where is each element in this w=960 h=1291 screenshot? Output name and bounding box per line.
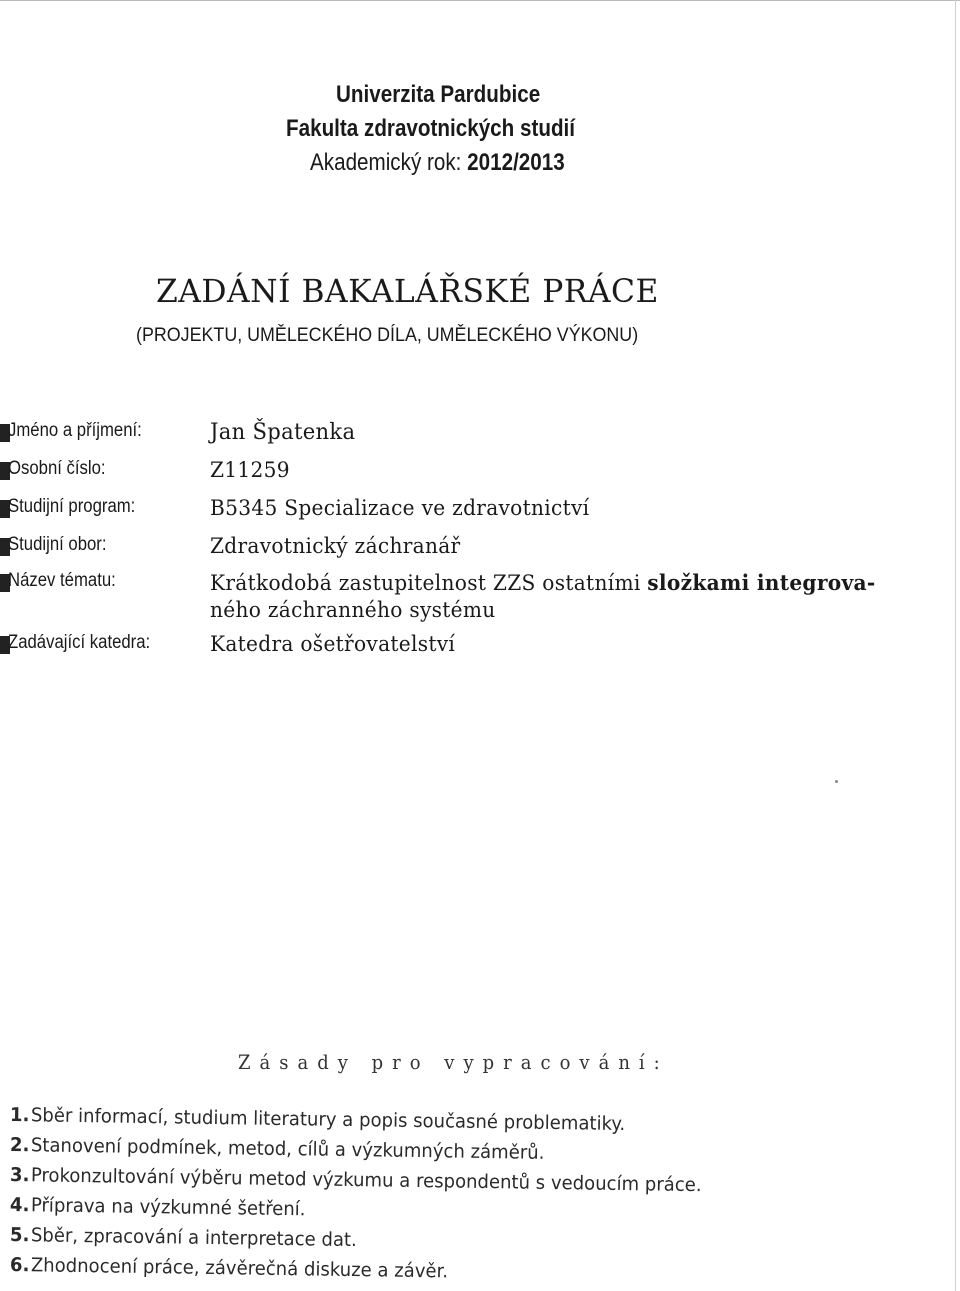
field-value: Z11259 [210, 458, 290, 482]
academic-year-label: Akademický rok: [310, 149, 462, 176]
item-text: Stanovení podmínek, metod, cílů a výzkumných záměrů. [30, 1134, 545, 1164]
field-value: Katedra ošetřovatelství [210, 632, 456, 656]
field-value [210, 570, 875, 595]
item-text: Sběr, zpracování a interpretace dat. [30, 1224, 357, 1252]
field-value: B5345 Specializace ve zdravotnictví [210, 496, 590, 520]
principles-list [9, 1100, 738, 1283]
field-value: Zdravotnický záchranář [210, 534, 461, 558]
field-label: Studijní obor: [8, 534, 107, 555]
field-label: Název tématu: [8, 570, 116, 591]
item-text: Zhodnocení práce, závěrečná diskuze a závěr. [30, 1254, 449, 1283]
item-number: 4. [9, 1194, 30, 1217]
scan-speck [835, 780, 838, 783]
principles-heading: Zásady pro vypracování: [238, 1050, 669, 1074]
item-number: 1. [9, 1104, 30, 1127]
field-value: ného záchranného systému [210, 598, 496, 622]
item-number: 2. [9, 1134, 30, 1157]
item-text: Prokonzultování výběru metod výzkumu a respondentů s vedoucím práce. [30, 1164, 702, 1197]
item-text: Sběr informací, studium literatury a popis současné problematiky. [30, 1104, 626, 1136]
university-name: Univerzita Pardubice [336, 81, 541, 108]
field-value: Jan Špatenka [210, 420, 356, 445]
topic-text: Krátkodobá zastupitelnost ZZS ostatními [210, 571, 648, 595]
field-label: Zadávající katedra: [8, 632, 151, 653]
field-label: Osobní číslo: [8, 458, 106, 479]
item-text: Příprava na výzkumné šetření. [30, 1194, 306, 1221]
item-number: 5. [9, 1224, 30, 1247]
academic-year-value: 2012/2013 [467, 149, 565, 176]
field-label: Studijní program: [8, 496, 136, 517]
document-header [240, 78, 622, 180]
topic-text-bold: složkami integrova- [647, 570, 876, 595]
page-subtitle: (PROJEKTU, UMĚLECKÉHO DÍLA, UMĚLECKÉHO VÝKONU) [136, 325, 639, 346]
item-number: 3. [9, 1164, 30, 1187]
field-label: Jméno a příjmení: [8, 420, 142, 441]
scan-edge-right [955, 0, 956, 1291]
faculty-name: Fakulta zdravotnických studií [286, 115, 576, 142]
scan-edge-top [0, 0, 960, 5]
academic-year [310, 146, 578, 180]
item-number: 6. [9, 1254, 30, 1277]
page-title: ZADÁNÍ BAKALÁŘSKÉ PRÁCE [156, 272, 659, 310]
